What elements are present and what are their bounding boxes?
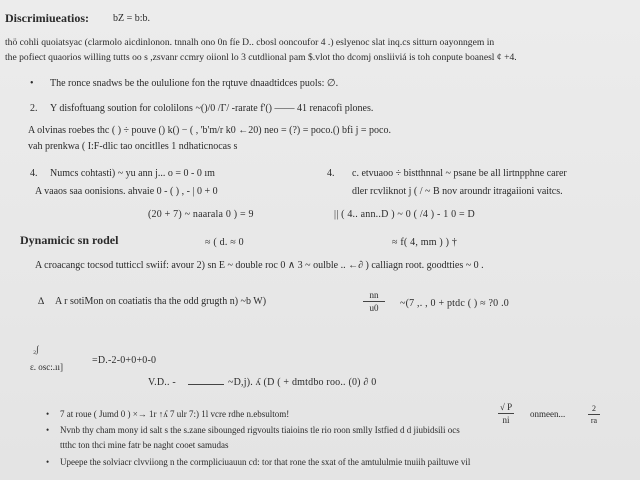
dynamic-line-1: A croacangc tocsod tutticcl swiif: avour 2) sn E ~ double roc 0 ∧ 3 ~ oulble .. ←∂ ) calliagn root. goodtties ~ 0 . (35, 260, 484, 271)
title-equation: bZ = b:b. (113, 13, 151, 24)
footer-right-label: onmeen... (530, 409, 566, 419)
item-4b-line-1: c. etvuaoo ÷ bistthnnal ~ psane be all lirtnpphne carer (352, 168, 567, 179)
dynamic-item-text: A r sotiMon on coatiatis tha the odd grugth n) ~b W) (55, 296, 267, 307)
footer-bullet-1-marker: • (46, 409, 50, 419)
document-title: Discrimiueatios: (5, 11, 89, 25)
summation-dash (188, 384, 224, 385)
fraction-bar (498, 413, 514, 414)
footer-bullet-1-text: 7 at roue ( Jumd 0 ) ×→ 1r ↑ʎ 7 ulr 7:) 1l vcre rdhe n.ebsultom! (60, 409, 290, 419)
bullet-text: The ronce snadws be the oululione fon the rqtuve dnaadtidces puols: ∅. (50, 78, 339, 89)
footer-right-fraction (498, 402, 514, 425)
item-4a-equation: (20 + 7) ~ naarala 0 ) = 9 (148, 209, 254, 220)
section-heading-equation: ≈ ( d. ≈ 0 (205, 237, 244, 248)
item-4a-marker: 4. (30, 168, 38, 179)
footer-right-fraction-bottom: ni (502, 415, 510, 425)
footer-right-small-fraction-num: 2 (592, 404, 596, 413)
summation-index: ɛ. osc:.ıı] (30, 362, 64, 372)
dynamic-fraction-denominator: u0 (369, 303, 379, 313)
footer-bullet-3-text: Upeepe the solviacr clvviiong n the cormpliciuauun cd: tor that rone the sxat of the amtululmie tnuiih pailtuwe vil (60, 457, 471, 467)
item-4a-line-2: A vaaos saa oonisions. ahvaie 0 - ( ) , - | 0 + 0 (35, 186, 218, 197)
item-2-line-2: A olvinas roebes thc ( ) ÷ pouve () k() − ( , 'b'm/r k0 ←20) neo = (?) = poco.() bfi j = poco. (28, 125, 391, 136)
footer-bullet-2-text: Nvnb thy cham mony id salt s the s.zane sibounged rigvoults tiaioins tle rio roon smlly Istfied d d jiubidsili ocs (60, 425, 460, 435)
footer-right-small-fraction (588, 404, 600, 425)
footer-bullet-2-marker: • (46, 425, 50, 435)
dynamic-fraction (363, 290, 385, 313)
dynamic-item-marker: ∆ (38, 296, 45, 307)
item-2-line-3: vah prenkwa ( I:F-dlic tao oncitlles 1 ndhaticnocas s (28, 141, 238, 152)
item-4b-equation: || ( 4.. ann..D ) ~ 0 ( /4 ) - 1 0 = D (334, 209, 475, 220)
section-heading-right-equation: ≈ f( 4, mm ) ) † (392, 237, 458, 248)
dynamic-item-right-equation: ~(7 ,. , 0 + ptdc ( ) ≈ ?0 .0 (400, 298, 509, 309)
intro-line-2: the pofiect quaorios willing tutts oo s ,zsvanr ccmry oiionl lo 3 cutdlional pam $.vlot tho dcomj onsliiviá is toh conpute boanesl ¢ +4. (5, 52, 517, 63)
intro-line-1: thö cohli quoiatsyac (clarmolo aicdinlonon. tnnalh ono 0n fíe D.. cbosl ooncoufor 4 .) eslyenoc slat inq.cs sitturn oayonngem in (5, 37, 495, 48)
footer-continuation-text: ttthc ton thci mine fatr be naght cooet samudas (60, 440, 229, 450)
summation-equation-1: =D.-2-0+0+0-0 (92, 355, 157, 366)
footer-right-fraction-top: √ P (499, 402, 513, 412)
item-4a-line-1: Numcs cohtasti) ~ yu ann j... o = 0 - 0 ım (50, 168, 215, 179)
item-2-marker: 2. (30, 103, 38, 114)
summation-symbol: ₂∫ (33, 344, 39, 354)
section-heading-dynamic: Dynamicic sn rodel (20, 233, 119, 247)
summation-equation-2-right: ~D,j). ʎ (D ( + dmtdbo roo.. (0) ∂ 0 (228, 377, 377, 388)
fraction-bar (363, 301, 385, 302)
item-4b-line-2: dler rcvliknot j ( / ~ B nov aroundr itragaiioni vaitcs. (352, 186, 563, 197)
footer-right-small-fraction-den: ra (590, 416, 598, 425)
footer-bullet-3-marker: • (46, 457, 50, 467)
summation-equation-2-left: V.D.. - (148, 377, 176, 388)
dynamic-fraction-numerator: nn (369, 290, 379, 300)
item-4b-marker: 4. (327, 168, 335, 179)
item-2-line-1: Y disfoftuang soution for cololilons ~()/0 /Γ/ -rarate f'() —— 41 renacofi plones. (50, 103, 374, 114)
bullet-marker: • (30, 78, 34, 89)
fraction-bar (588, 414, 600, 415)
